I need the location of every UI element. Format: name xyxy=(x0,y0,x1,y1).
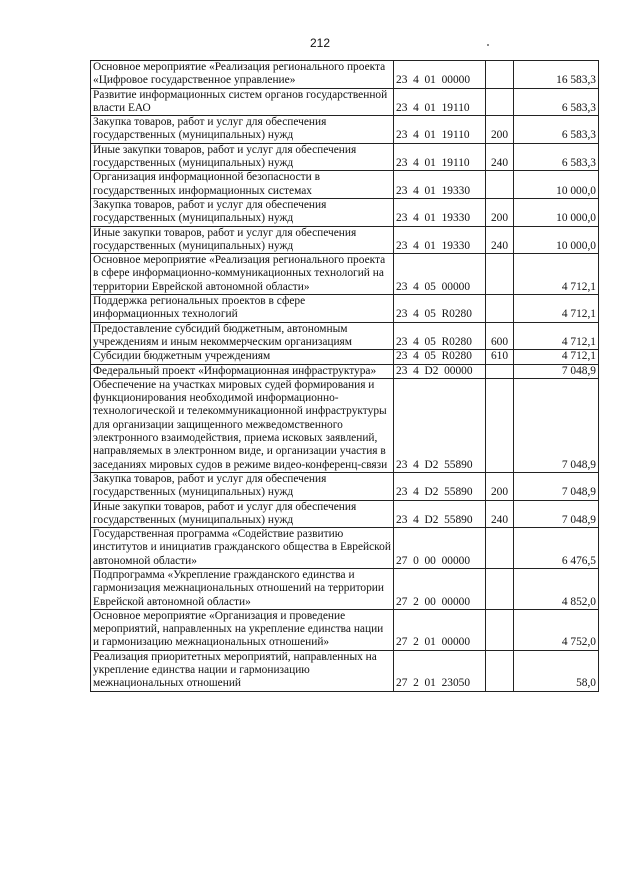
row-code-cell: 27 2 01 00000 xyxy=(394,609,486,650)
row-code-cell: 23 4 D2 00000 xyxy=(394,364,486,378)
row-type-cell: 610 xyxy=(486,350,514,364)
budget-table xyxy=(90,60,599,692)
row-code-cell: 23 4 01 00000 xyxy=(394,61,486,89)
row-amount-cell: 7 048,9 xyxy=(514,472,599,500)
row-code-cell: 23 4 01 19110 xyxy=(394,143,486,171)
row-name-cell: Закупка товаров, работ и услуг для обеспечения государственных (муниципальных) нужд xyxy=(91,198,394,226)
row-amount-cell: 6 583,3 xyxy=(514,143,599,171)
table-row xyxy=(91,171,599,199)
table-row xyxy=(91,609,599,650)
row-name-cell: Реализация приоритетных мероприятий, направленных на укрепление единства нации и гармонизацию межнациональных отношений xyxy=(91,650,394,691)
row-name-cell: Обеспечение на участках мировых судей формирования и функционирования необходимой информационно-технологической и телекоммуникационной инфраструктуры для организации защищенного межведомственного электронного взаимодействия, приема исковых заявлений, направляемых в электронном виде, и организации участия в заседаниях мировых судов в режиме видео-конференц-связи xyxy=(91,378,394,472)
row-amount-cell: 4 752,0 xyxy=(514,609,599,650)
table-row xyxy=(91,254,599,295)
table-row xyxy=(91,528,599,569)
row-name-cell: Государственная программа «Содействие развитию институтов и инициатив гражданского общества в Еврейской автономной области» xyxy=(91,528,394,569)
row-name-cell: Иные закупки товаров, работ и услуг для обеспечения государственных (муниципальных) нужд xyxy=(91,143,394,171)
row-code-cell: 23 4 01 19330 xyxy=(394,171,486,199)
row-type-cell xyxy=(486,378,514,472)
row-code-cell: 23 4 05 R0280 xyxy=(394,295,486,323)
row-code-cell: 23 4 01 19330 xyxy=(394,226,486,254)
table-row xyxy=(91,568,599,609)
row-type-cell: 240 xyxy=(486,226,514,254)
table-row xyxy=(91,295,599,323)
row-amount-cell: 4 712,1 xyxy=(514,350,599,364)
row-type-cell xyxy=(486,171,514,199)
row-type-cell: 200 xyxy=(486,198,514,226)
row-amount-cell: 7 048,9 xyxy=(514,364,599,378)
row-amount-cell: 10 000,0 xyxy=(514,198,599,226)
table-row xyxy=(91,61,599,89)
row-name-cell: Поддержка региональных проектов в сфере информационных технологий xyxy=(91,295,394,323)
row-type-cell xyxy=(486,295,514,323)
row-amount-cell: 16 583,3 xyxy=(514,61,599,89)
budget-table-body xyxy=(91,61,599,692)
table-row xyxy=(91,322,599,350)
row-name-cell: Основное мероприятие «Реализация регионального проекта «Цифровое государственное управление» xyxy=(91,61,394,89)
row-type-cell: 200 xyxy=(486,472,514,500)
table-row xyxy=(91,350,599,364)
page-number: 212 xyxy=(309,36,331,50)
row-amount-cell: 6 583,3 xyxy=(514,116,599,144)
table-row xyxy=(91,226,599,254)
row-amount-cell: 6 476,5 xyxy=(514,528,599,569)
row-type-cell xyxy=(486,568,514,609)
table-row xyxy=(91,116,599,144)
row-code-cell: 23 4 05 R0280 xyxy=(394,322,486,350)
row-code-cell: 23 4 01 19110 xyxy=(394,88,486,116)
row-code-cell: 23 4 05 00000 xyxy=(394,254,486,295)
row-type-cell xyxy=(486,88,514,116)
row-name-cell: Подпрограмма «Укрепление гражданского единства и гармонизация межнациональных отношений на территории Еврейской автономной области» xyxy=(91,568,394,609)
row-amount-cell: 4 712,1 xyxy=(514,254,599,295)
row-amount-cell: 10 000,0 xyxy=(514,171,599,199)
row-code-cell: 27 0 00 00000 xyxy=(394,528,486,569)
row-name-cell: Основное мероприятие «Реализация регионального проекта в сфере информационно-коммуникационных технологий на территории Еврейской автономной области» xyxy=(91,254,394,295)
row-type-cell: 240 xyxy=(486,500,514,528)
row-code-cell: 27 2 01 23050 xyxy=(394,650,486,691)
row-name-cell: Развитие информационных систем органов государственной власти ЕАО xyxy=(91,88,394,116)
table-row xyxy=(91,198,599,226)
row-amount-cell: 58,0 xyxy=(514,650,599,691)
row-name-cell: Основное мероприятие «Организация и проведение мероприятий, направленных на укрепление единства нации и гармонизацию межнациональных отношений» xyxy=(91,609,394,650)
row-type-cell xyxy=(486,254,514,295)
table-row xyxy=(91,143,599,171)
row-amount-cell: 7 048,9 xyxy=(514,500,599,528)
row-code-cell: 27 2 00 00000 xyxy=(394,568,486,609)
scan-speck xyxy=(487,44,489,46)
row-type-cell xyxy=(486,528,514,569)
row-type-cell: 200 xyxy=(486,116,514,144)
row-code-cell: 23 4 01 19330 xyxy=(394,198,486,226)
row-name-cell: Организация информационной безопасности в государственных информационных системах xyxy=(91,171,394,199)
row-type-cell: 600 xyxy=(486,322,514,350)
row-code-cell: 23 4 D2 55890 xyxy=(394,472,486,500)
table-row xyxy=(91,88,599,116)
row-name-cell: Закупка товаров, работ и услуг для обеспечения государственных (муниципальных) нужд xyxy=(91,472,394,500)
table-row xyxy=(91,650,599,691)
table-row xyxy=(91,364,599,378)
row-amount-cell: 4 852,0 xyxy=(514,568,599,609)
row-code-cell: 23 4 D2 55890 xyxy=(394,500,486,528)
row-code-cell: 23 4 01 19110 xyxy=(394,116,486,144)
table-row xyxy=(91,378,599,472)
row-amount-cell: 6 583,3 xyxy=(514,88,599,116)
row-name-cell: Федеральный проект «Информационная инфраструктура» xyxy=(91,364,394,378)
row-type-cell xyxy=(486,609,514,650)
row-type-cell xyxy=(486,61,514,89)
row-type-cell xyxy=(486,650,514,691)
row-amount-cell: 4 712,1 xyxy=(514,295,599,323)
row-name-cell: Субсидии бюджетным учреждениям xyxy=(91,350,394,364)
row-code-cell: 23 4 D2 55890 xyxy=(394,378,486,472)
row-amount-cell: 10 000,0 xyxy=(514,226,599,254)
row-code-cell: 23 4 05 R0280 xyxy=(394,350,486,364)
row-name-cell: Иные закупки товаров, работ и услуг для обеспечения государственных (муниципальных) нужд xyxy=(91,500,394,528)
row-name-cell: Закупка товаров, работ и услуг для обеспечения государственных (муниципальных) нужд xyxy=(91,116,394,144)
row-amount-cell: 4 712,1 xyxy=(514,322,599,350)
row-amount-cell: 7 048,9 xyxy=(514,378,599,472)
table-row xyxy=(91,500,599,528)
table-row xyxy=(91,472,599,500)
row-type-cell xyxy=(486,364,514,378)
row-type-cell: 240 xyxy=(486,143,514,171)
row-name-cell: Предоставление субсидий бюджетным, автономным учреждениям и иным некоммерческим организациям xyxy=(91,322,394,350)
row-name-cell: Иные закупки товаров, работ и услуг для обеспечения государственных (муниципальных) нужд xyxy=(91,226,394,254)
